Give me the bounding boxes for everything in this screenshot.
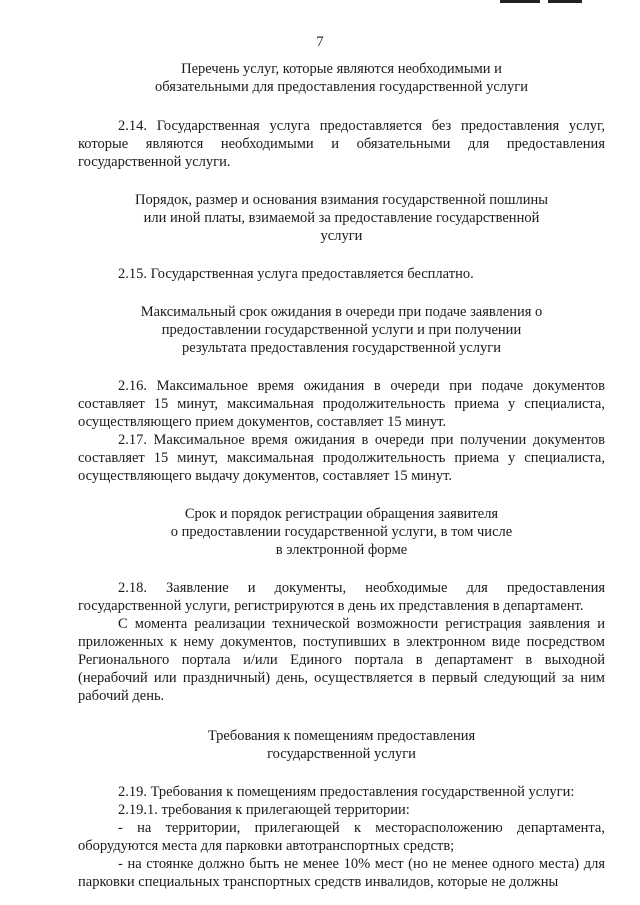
- paragraph: 2.19.1. требования к прилегающей территории:: [118, 802, 410, 818]
- paragraph: 2.19. Требования к помещениям предоставления государственной услуги:: [118, 784, 575, 800]
- section-heading: Порядок, размер и основания взимания государственной пошлины или иной платы, взимаемой за предоставление государственной услуги: [135, 192, 548, 244]
- page-number: 7: [316, 34, 324, 50]
- section-heading: Требования к помещениям предоставления государственной услуги: [207, 728, 476, 762]
- scan-mark: [548, 0, 582, 3]
- document-body: [78, 60, 605, 891]
- section-heading: Срок и порядок регистрации обращения заявителя о предоставлении государственной услуги, в том числе в электронной форме: [170, 506, 513, 558]
- paragraph: С момента реализации технической возможности регистрация заявления и приложенных к нему документов, поступивших в электронном виде посредством Регионального портала и/или Единого портала в департамент в выходной (нерабочий или праздничный) день, осуществляется в первый следующий за ним рабочий день.: [78, 616, 605, 704]
- paragraph: 2.14. Государственная услуга предоставляется без предоставления услуг, которые являются необходимыми и обязательными для предоставления государственной услуги.: [78, 118, 605, 170]
- section-heading: Перечень услуг, которые являются необходимыми и обязательными для предоставления государственной услуги: [155, 61, 528, 95]
- scan-mark: [500, 0, 540, 3]
- paragraph: - на территории, прилегающей к месторасположению департамента, оборудуются места для парковки автотранспортных средств;: [78, 820, 605, 854]
- paragraph: - на стоянке должно быть не менее 10% мест (но не менее одного места) для парковки специальных транспортных средств инвалидов, которые не должны: [78, 856, 605, 890]
- paragraph: 2.17. Максимальное время ожидания в очереди при получении документов составляет 15 минут, максимальная продолжительность приема у специалиста, осуществляющего выдачу документов, составляет 15 минут.: [78, 432, 605, 484]
- paragraph: 2.16. Максимальное время ожидания в очереди при подаче документов составляет 15 минут, максимальная продолжительность приема у специалиста, осуществляющего прием документов, составляет 15 минут.: [78, 378, 605, 430]
- paragraph: 2.15. Государственная услуга предоставляется бесплатно.: [118, 266, 474, 282]
- section-heading: Максимальный срок ожидания в очереди при подаче заявления о предоставлении государственной услуги и при получении результата предоставления государственной услуги: [140, 304, 543, 356]
- paragraph: 2.18. Заявление и документы, необходимые для предоставления государственной услуги, регистрируются в день их представления в департамент.: [78, 580, 605, 614]
